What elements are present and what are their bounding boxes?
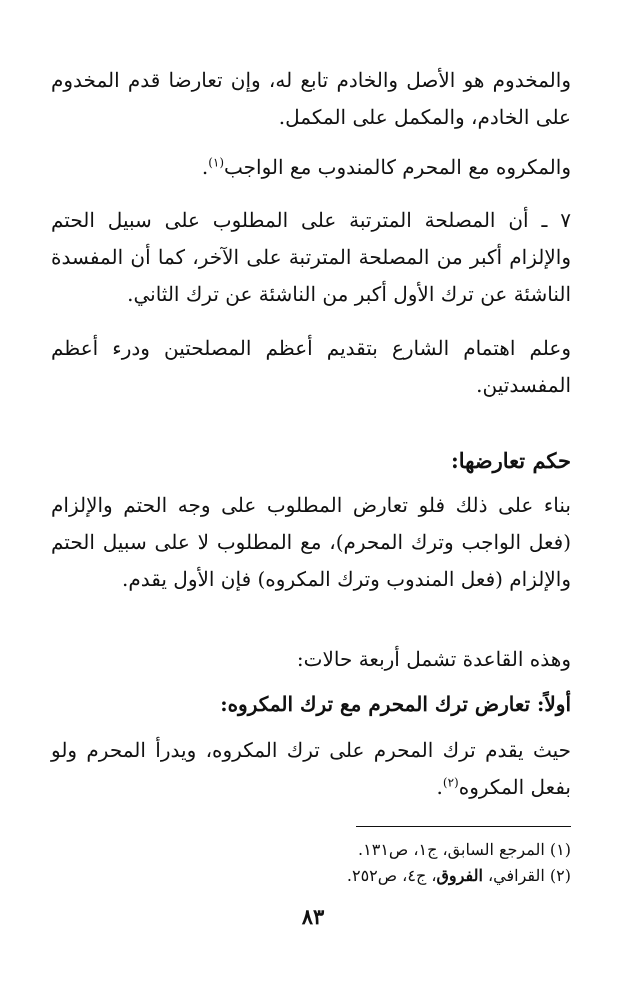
footnote-2-prefix: (٢) القرافي،	[482, 866, 571, 885]
paragraph-6	[51, 641, 571, 678]
paragraph-2	[51, 149, 571, 186]
footnote-divider	[356, 826, 571, 827]
paragraph-1-text: والمخدوم هو الأصل والخادم تابع له، وإن تعارضا قدم المخدوم على الخادم، والمكمل على المكمل.	[51, 68, 571, 129]
paragraph-5-text: بناء على ذلك فلو تعارض المطلوب على وجه الحتم والإلزام (فعل الواجب وترك المحرم)، مع المطلوب لا على سبيل الحتم والإلزام (فعل المندوب وترك المكروه) فإن الأول يقدم.	[51, 493, 571, 591]
paragraph-5	[51, 487, 571, 598]
footnote-2-suffix: ، ج٤، ص٢٥٢.	[346, 866, 437, 885]
case-heading: أولاً: تعارض ترك المحرم مع ترك المكروه:	[220, 692, 571, 716]
paragraph-4	[51, 330, 571, 404]
footnote-1: (١) المرجع السابق، ج١، ص١٣١.	[358, 840, 571, 859]
paragraph-7	[51, 732, 571, 806]
paragraph-7-text: حيث يقدم ترك المحرم على ترك المكروه، ويدرأ المحرم ولو بفعل المكروه	[51, 738, 571, 799]
paragraph-2-period: .	[201, 155, 209, 179]
section-heading: حكم تعارضها:	[450, 448, 571, 473]
paragraph-4-text: وعلم اهتمام الشارع بتقديم أعظم المصلحتين ودرء أعظم المفسدتين.	[51, 336, 571, 397]
paragraph-1	[51, 62, 571, 136]
footnote-ref-1: (١)	[208, 155, 225, 170]
paragraph-7-period: .	[436, 775, 443, 799]
paragraph-6-text: وهذه القاعدة تشمل أربعة حالات:	[296, 647, 571, 671]
paragraph-2-text: والمكروه مع المحرم كالمندوب مع الواجب	[224, 155, 571, 179]
paragraph-3-text: ٧ ـ أن المصلحة المترتبة على المطلوب على سبيل الحتم والإلزام أكبر من المصلحة المترتبة على الآخر، كما أن المفسدة الناشئة عن ترك الأول أكبر من الناشئة عن ترك الثاني.	[51, 208, 571, 306]
page-number: ٨٣	[301, 904, 325, 929]
paragraph-3	[51, 202, 571, 313]
footnote-2-book-title: الفروق	[436, 866, 483, 885]
footnote-ref-2: (٢)	[442, 775, 459, 790]
footnote-2	[51, 864, 571, 888]
